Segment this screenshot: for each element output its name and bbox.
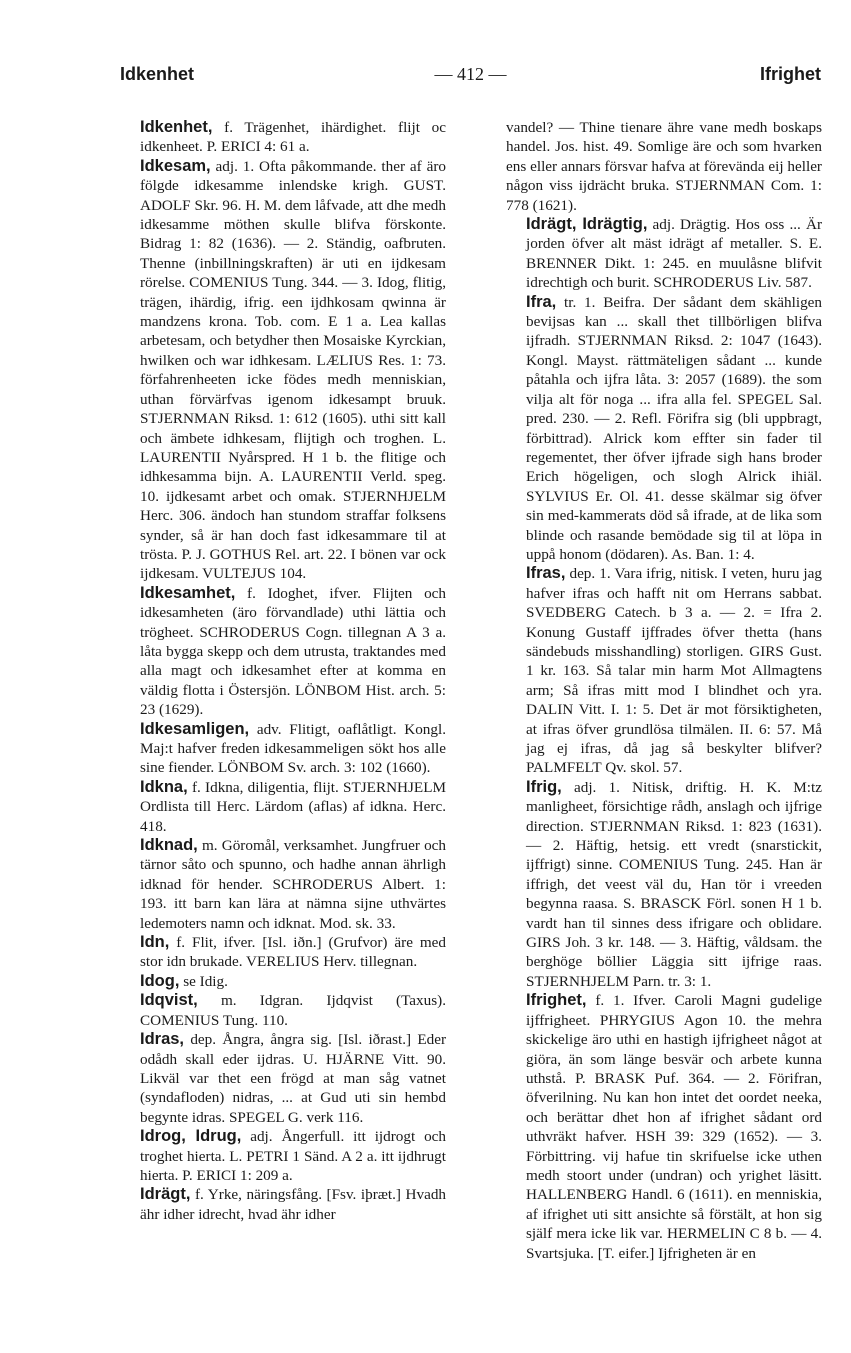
entry-text: vandel? — Thine tienare ähre vane medh boskaps handel. Jos. hist. 49. Somlige äre och som hvarken ens eller annars försvar hafva at förevända eij heller någon viss ijdrächt bruka. STJERNMAN Com. 1: 778 (1621).	[506, 119, 822, 214]
entry-headword: Ifrig,	[526, 777, 562, 796]
entry-text: m. Göromål, verksamhet. Jungfruer och tärnor såto och spunno, och hadhe annan ährligh idknad för hender. SCHRODERUS Albert. 1: 193. itt barn kan lära at nämna sijne uthvärtes ledemoters namn och idknat. Mod. sk. 33.	[140, 837, 447, 932]
entry-text: f. Flit, ifver. [Isl. iðn.] (Grufvor) äre med stor idn brukade. VERELIUS Herv. tillegnan.	[140, 934, 446, 971]
entry-text: m. Idgran. Ijdqvist (Taxus). COMENIUS Tung. 110.	[140, 992, 446, 1029]
left-column	[120, 118, 446, 1224]
entry-headword: Ifrighet,	[526, 991, 587, 1010]
entry-text: f. Idkna, diligentia, flijt. STJERNHJELM Ordlista till Herc. Lärdom (aflas) af idkna. Herc. 418.	[140, 778, 446, 835]
dictionary-entry	[120, 778, 446, 836]
entry-text: adj. 1. Ofta påkommande. ther af äro fölgde idkesamme inlendske krigh. GUST. ADOLF Skr. 96. H. M. dem låfvade, att dhe medh idkesamme möthen skulle blifva förskonte. Bidrag 1: 82 (1636). — 2. Ständig, oafbruten. Thenne (inbillningskraften) är uti en ijdkesam rörelse. COMENIUS Tung. 344. — 3. Idog, flitig, trägen, ihärdig, ifrig. een ijdhkosam qwinna är mandzens krona. Tob. com. E 1 a. Lea kallas arbetesam, och betydher then Mosaiske Kyrckian, hwilken och war idhkesam. LÆLIUS Res. 1: 73. förfahrenheeten icke födes medh menniskian, uthan förvärfvas igenom idkesampt bruuk. STJERNMAN Riksd. 1: 612 (1605). uthi sitt kall och ämbete idhkesam, flijtigh och troghen. L. LAURENTII Nyårspred. H 1 b. the flitige och idhkesamma bijn. A. LAURENTII Verld. speg. 10. ijdkesamt arbet och omak. STJERNHJELM Herc. 306. ändoch han stundom straffar folksens synder, så är han doch fast idkesammare til at trösta. P. J. GOTHUS Rel. art. 22. I bönen var ock ijdkesam. VULTEJUS 104.	[140, 157, 446, 583]
entry-headword: Idkesamligen,	[140, 719, 250, 738]
entry-text: f. Idoghet, ifver. Flijten och idkesamheten (äro förvandlade) uthi lättia och trögheet. SCHRODERUS Cogn. tillegnan A 3 a. låta bygga skepp och dem utrusta, traktandes med alla magt och idkesamhet efter at komma en väldig flotta i Östersjön. LÖNBOM Hist. arch. 5: 23 (1629).	[140, 584, 446, 719]
dictionary-entry	[120, 972, 446, 991]
dictionary-entry	[120, 1127, 446, 1185]
entry-text: adv. Flitigt, oaflåtligt. Kongl. Maj:t hafver freden idkesammeligen sökt hos alle sine fiender. LÖNBOM Sv. arch. 3: 102 (1660).	[140, 720, 447, 777]
page-number: — 412 —	[434, 64, 507, 84]
entry-headword: Ifras,	[526, 564, 566, 583]
entry-text: dep. 1. Vara ifrig, nitisk. I veten, huru jag hafver ifras och hafft nit om Herrans sabbat. SVEDBERG Catech. b 3 a. — 2. = Ifra 2. Konung Gustaff ijffrades öfver thetta (hans sändebuds misshandling) storligen. GIRS Gust. 1 kr. 163. Så talar min harm Mot Allmagtens arm; Så ifras mitt mod I blindhet och yra. DALIN Vitt. I. 1: 5. Det är mot försiktigheten, at ifras öfver grundlösa tilmälen. II. 6: 57. Må jag ej ifras, då jag så beskylter blifver? PALMFELT Qv. skol. 57.	[526, 565, 822, 777]
entry-headword: Idqvist,	[140, 991, 198, 1010]
entry-headword: Idknad,	[140, 836, 198, 855]
header-right-catchword: Ifrighet	[760, 64, 821, 84]
entry-text: adj. Ångerfull. itt ijdrogt och troghet hierta. L. PETRI 1 Sänd. A 2 a. itt ijdhrugt hierta. P. ERICI 1: 209 a.	[140, 1128, 447, 1184]
entry-text: se Idig.	[183, 972, 228, 990]
entry-headword: Idkesamhet,	[140, 583, 236, 602]
entry-headword: Idkesam,	[140, 156, 211, 175]
dictionary-entry	[120, 991, 446, 1030]
entry-text: dep. Ångra, ångra sig. [Isl. iðrast.] Eder odådh skall eder ijdras. U. HJÄRNE Vitt. 90. Likväl var thet een frögd at man såg vatnet (syndafloden) nidras, ... at Gud uti sin hembd begynte idras. SPEGEL G. verk 116.	[140, 1031, 447, 1126]
dictionary-entry	[120, 720, 446, 778]
dictionary-entry	[120, 584, 446, 720]
dictionary-entry	[506, 215, 822, 293]
entry-text: tr. 1. Beifra. Der sådant dem skähligen bevijsas kan ... skall thet tillbörligen blifva ijfradh. STJERNMAN Riksd. 2: 1047 (1643). Kongl. Mayst. rättmäteligen sådant ... kunde påtahla och ijfra låta. 3: 2057 (1689). the som vilja alt för noga ... ifra alla fel. SPEGEL Sal. pred. 230. — 2. Refl. Förifra sig (bli uppbragt, förbittrad). Alrick kom effter sin fader til regementet, ther öfver ijfrade sigh hans broder Erich högeligen, och slogh Alrick ihiäl. SYLVIUS Er. Ol. 41. desse skälmar sig öfver sin med-kammerats död så ifrade, at de lika som blinde och rasande bemödade sig til at löpa in uppå honom (dödaren). As. Ban. 1: 4.	[526, 293, 822, 563]
dictionary-entry	[120, 1185, 446, 1224]
entry-headword: Ifra,	[526, 292, 557, 311]
entry-headword: Idkna,	[140, 777, 188, 796]
entry-text: f. Yrke, näringsfång. [Fsv. iþræt.] Hvadh ähr idher idrecht, hvad ähr idher	[140, 1186, 447, 1223]
entry-headword: Idkenhet,	[140, 118, 213, 136]
dictionary-entry	[506, 778, 822, 991]
entry-headword: Idn,	[140, 933, 170, 952]
dictionary-entry	[506, 118, 822, 215]
header-left-catchword: Idkenhet	[120, 64, 195, 84]
dictionary-entry	[120, 836, 446, 933]
entry-text: f. Trägenhet, ihärdighet. flijt oc idkenheet. P. ERICI 4: 61 a.	[140, 119, 446, 156]
dictionary-entry	[120, 157, 446, 584]
page-header	[120, 64, 821, 92]
entry-headword: Idras,	[140, 1030, 185, 1049]
entry-text: f. 1. Ifver. Caroli Magni gudelige ijffrigheet. PHRYGIUS Agon 10. the mehra skickelige äro uthi en hastigh ijfrigheet något at giöra, än som länge besvär och arbete kunna uthstå. P. BRASK Puf. 364. — 2. Förifran, öfverilning. Nu kan hon intet det oordet neeka, och berättar dhet hon af ifrighet sådant ord uthvräkt hafver. HSH 39: 329 (1652). — 3. Förbittring. vij hafue tin skrifuelse icke uthen medh stoort under (undran) och yrighet läsitt. HALLENBERG Handl. 6 (1611). en menniskia, af ifrighet uti sitt ansichte så förstält, at hon sig själf mera icke lik var. HERMELIN C 8 b. — 4. Svartsjuka. [T. eifer.] Ijfrigheten är en	[526, 992, 822, 1262]
entry-text: adj. Drägtig. Hos oss ... Är jorden öfver alt mäst idrägt af metaller. S. E. BRENNER Dikt. 1: 245. en muulåsne blifvit idrechtigh och burit. SCHRODERUS Liv. 587.	[526, 216, 823, 292]
dictionary-entry	[506, 564, 822, 777]
dictionary-entry	[506, 293, 822, 565]
entry-headword: Idrog, Idrug,	[140, 1127, 242, 1146]
entry-headword: Idrägt, Idrägtig,	[526, 215, 648, 234]
dictionary-entry	[120, 1030, 446, 1127]
entry-headword: Idrägt,	[140, 1185, 191, 1204]
dictionary-entry	[506, 991, 822, 1263]
right-column	[506, 118, 822, 1263]
dictionary-entry	[120, 118, 446, 157]
dictionary-entry	[120, 933, 446, 972]
entry-text: adj. 1. Nitisk, driftig. H. K. M:tz manligheet, försichtige rådh, anslagh och ijfrige direction. STJERNMAN Riksd. 1: 823 (1631). — 2. Häftig, hetsig. ett vredt (snarstickit, ijffrigt) sinne. COMENIUS Tung. 245. Han är iffrigh, det veest väl du, Han tör i vreeden begynna raasa. S. BRASCK Förl. sonen H 1 b. vardt han til sinnes dess ifrigare och oblidare. GIRS Joh. 3 kr. 148. — 3. Häftig, våldsam. the berghöge böllier Läggia sitt ijfrige raas. STJERNHJELM Parn. tr. 3: 1.	[526, 778, 822, 990]
entry-headword: Idog,	[140, 971, 180, 990]
